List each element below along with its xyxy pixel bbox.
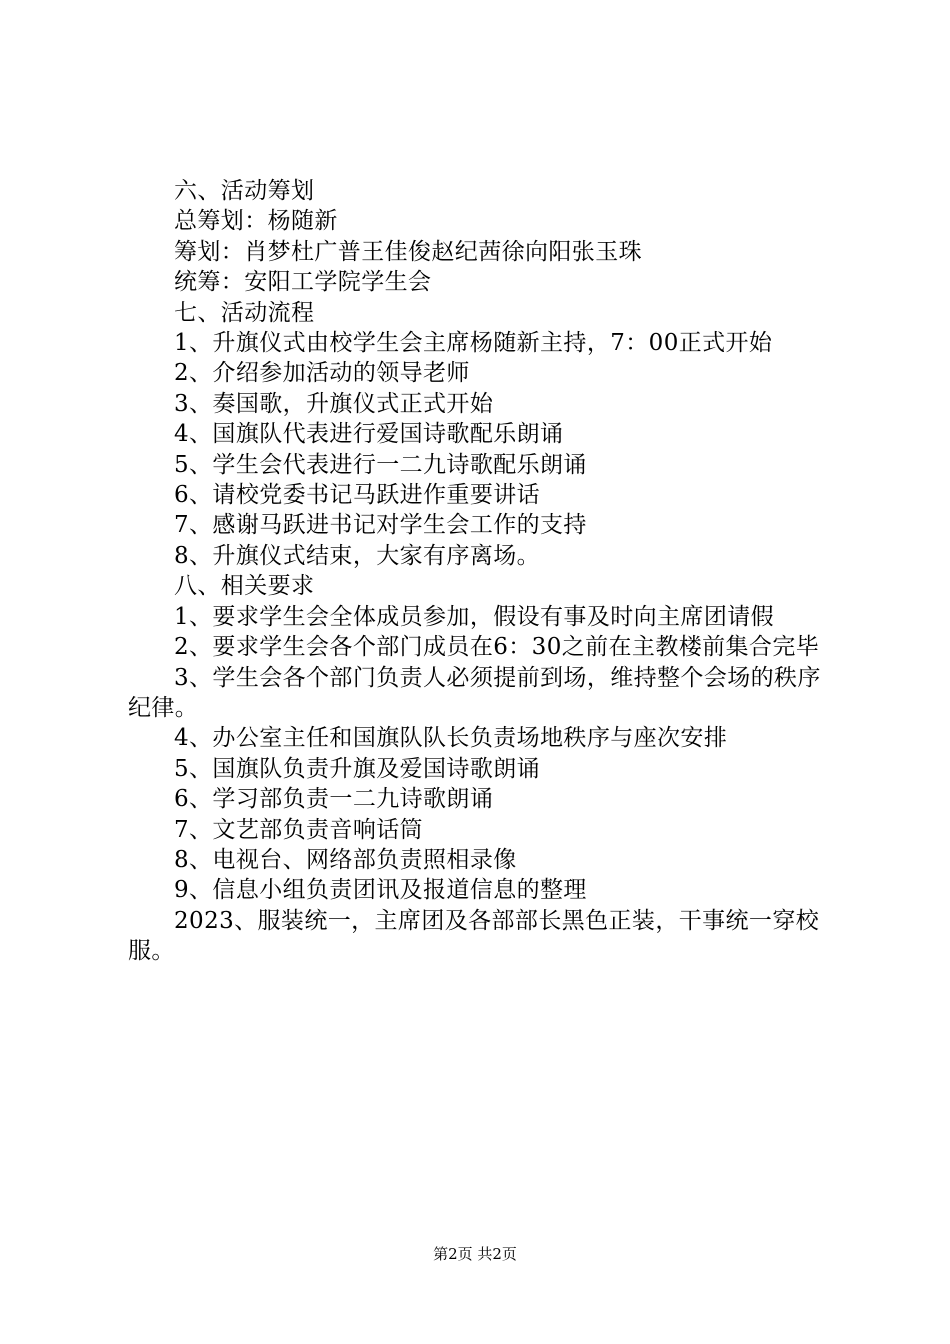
list-item: 8、升旗仪式结束，大家有序离场。 [174,542,541,569]
list-item: 7、文艺部负责音响话筒 [174,816,424,843]
paragraph: 总筹划：杨随新 [174,208,338,235]
page-number: 第2页 共2页 [433,1245,517,1263]
list-item: 4、办公室主任和国旗队队长负责场地秩序与座次安排 [174,725,728,752]
list-item: 7、感谢马跃进书记对学生会工作的支持 [174,512,587,539]
list-item: 2、要求学生会各个部门成员在6：30之前在主教楼前集合完毕 [174,634,820,661]
list-item: 1、要求学生会全体成员参加，假设有事及时向主席团请假 [174,603,775,630]
section-heading-process: 七、活动流程 [174,299,315,326]
section-heading-planning: 六、活动筹划 [174,178,315,204]
paragraph: 筹划：肖梦杜广普王佳俊赵纪茜徐向阳张玉珠 [174,238,642,265]
list-item: 9、信息小组负责团讯及报道信息的整理 [174,877,587,904]
list-item: 4、国旗队代表进行爱国诗歌配乐朗诵 [174,421,564,448]
list-item: 6、请校党委书记马跃进作重要讲话 [174,482,541,509]
list-item: 3、学生会各个部门负责人必须提前到场，维持整个会场的秩序纪律。 [128,664,821,721]
document-body [128,176,834,967]
page-footer [0,1244,950,1264]
list-item: 2023、服装统一，主席团及各部部长黑色正装，干事统一穿校服。 [128,907,820,965]
list-item: 2、介绍参加活动的领导老师 [174,360,470,387]
paragraph: 统筹：安阳工学院学生会 [174,269,432,296]
list-item: 6、学习部负责一二九诗歌朗诵 [174,786,494,813]
list-item: 1、升旗仪式由校学生会主席杨随新主持，7：00正式开始 [174,330,773,357]
list-item: 3、奏国歌，升旗仪式正式开始 [174,390,494,417]
list-item: 8、电视台、网络部负责照相录像 [174,846,517,873]
list-item: 5、国旗队负责升旗及爱国诗歌朗诵 [174,755,541,782]
section-heading-requirements: 八、相关要求 [174,573,315,600]
list-item: 5、学生会代表进行一二九诗歌配乐朗诵 [174,451,587,478]
